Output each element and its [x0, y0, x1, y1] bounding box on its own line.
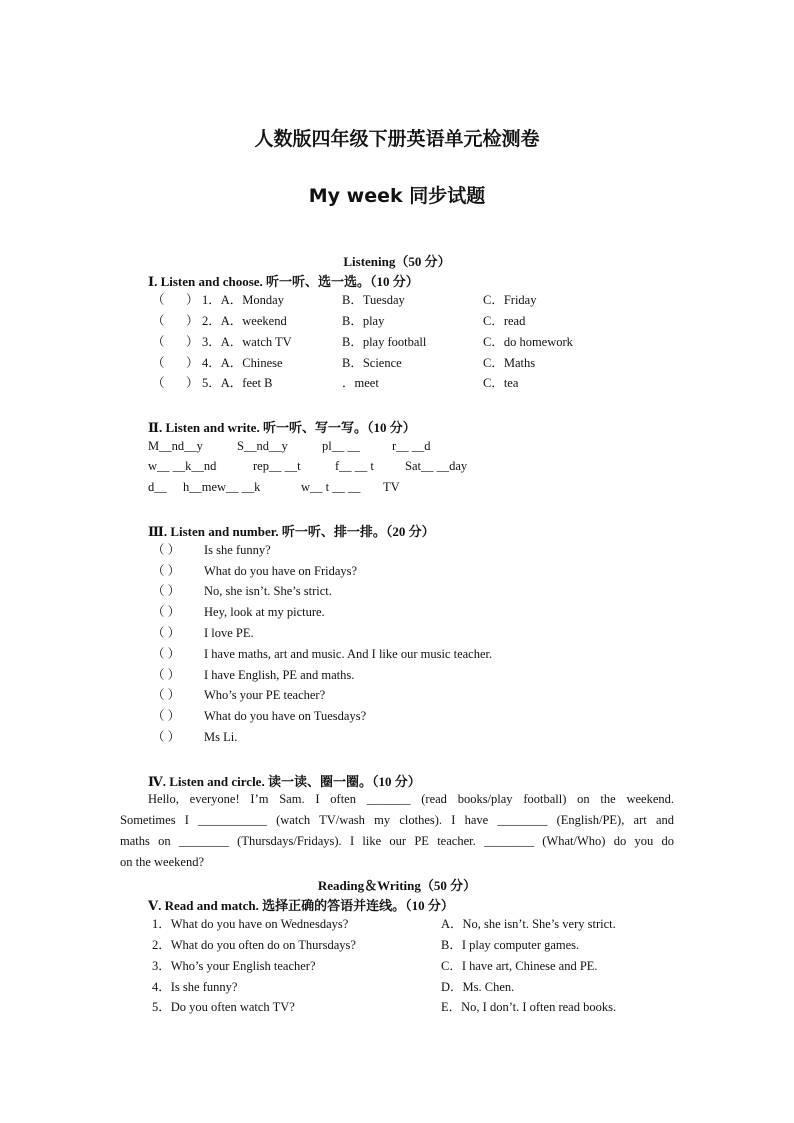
word-blank: Sat__ __day: [405, 459, 468, 473]
match-question-4: 4．Is she funny?: [152, 980, 238, 994]
match-question-1: 1．What do you have on Wednesdays?: [152, 917, 349, 931]
sentence: I have maths, art and music. And I like our music teacher.: [204, 647, 493, 661]
answer-paren: （ ）: [152, 668, 181, 682]
word-blank: w__ t __ __: [301, 480, 361, 494]
sentence: What do you have on Tuesdays?: [204, 709, 367, 723]
word-blank: pl__ __: [322, 439, 360, 453]
sentence: No, she isn’t. She’s strict.: [204, 584, 332, 598]
choice-row-3: [152, 334, 712, 350]
number-item-10: [152, 729, 712, 745]
sentence: Hey, look at my picture.: [204, 605, 325, 619]
choice-row-4: [152, 355, 712, 371]
number-item-4: [152, 604, 712, 620]
match-answer-b: B．I play computer games.: [441, 938, 580, 952]
choice-row-1: [152, 292, 712, 308]
match-question-2: 2．What do you often do on Thursdays?: [152, 938, 356, 952]
answer-paren-open: （: [152, 376, 165, 390]
passage-line-1: Hello, everyone! I’m Sam. I often _______ (read books/play football) on the weekend.: [148, 792, 674, 806]
sentence: Ms Li.: [204, 730, 238, 744]
choice-option-b: B．Tuesday: [342, 293, 405, 307]
reading-writing-heading: Reading＆Writing（50 分）: [317, 878, 477, 893]
choice-option-c: C．Maths: [483, 356, 536, 370]
number-item-8: [152, 687, 712, 703]
answer-paren-open: （: [152, 293, 165, 307]
choice-row-2: [152, 313, 712, 329]
choice-option-b: ．meet: [342, 376, 379, 390]
choice-option-a: 3．A．watch TV: [202, 335, 292, 349]
number-item-1: [152, 542, 712, 558]
choice-option-c: C．do homework: [483, 335, 573, 349]
choice-option-b: B．Science: [342, 356, 402, 370]
number-item-2: [152, 563, 712, 579]
section-2-heading: Ⅱ. Listen and write. 听一听、写一写。（10 分）: [148, 420, 416, 435]
answer-paren-close: ）: [186, 356, 199, 370]
answer-paren-open: （: [152, 356, 165, 370]
answer-paren: （ ）: [152, 543, 181, 557]
number-item-7: [152, 667, 712, 683]
answer-paren-open: （: [152, 314, 165, 328]
number-item-9: [152, 708, 712, 724]
word-blank: M__nd__y: [148, 439, 203, 453]
answer-paren: （ ）: [152, 605, 181, 619]
choice-row-5: [152, 375, 712, 391]
answer-paren-close: ）: [186, 314, 199, 328]
sentence: Who’s your PE teacher?: [204, 688, 326, 702]
answer-paren-close: ）: [186, 335, 199, 349]
answer-paren-close: ）: [186, 376, 199, 390]
word-blank: r__ __d: [392, 439, 431, 453]
answer-paren-open: （: [152, 335, 165, 349]
match-question-3: 3．Who’s your English teacher?: [152, 959, 316, 973]
match-answer-c: C．I have art, Chinese and PE.: [441, 959, 598, 973]
section-1-heading: Ⅰ. Listen and choose. 听一听、选一选。（10 分）: [148, 274, 419, 289]
choice-option-b: B．play football: [342, 335, 427, 349]
match-answer-e: E．No, I don’t. I often read books.: [441, 1000, 617, 1014]
choice-option-a: 1．A．Monday: [202, 293, 284, 307]
answer-paren: （ ）: [152, 584, 181, 598]
choice-option-c: C．tea: [483, 376, 519, 390]
section-4-heading: Ⅳ. Listen and circle. 读一读、圈一圈。（10 分）: [148, 774, 421, 789]
choice-option-a: 4．A．Chinese: [202, 356, 283, 370]
passage-line-2: Sometimes I ___________ (watch TV/wash my clothes). I have ________ (English/PE), art and: [120, 813, 674, 827]
word-blank: f__ __ t: [335, 459, 374, 473]
word-blank: S__nd__y: [237, 439, 288, 453]
number-item-6: [152, 646, 712, 662]
answer-paren: （ ）: [152, 709, 181, 723]
match-answer-a: A．No, she isn’t. She’s very strict.: [441, 917, 616, 931]
answer-paren: （ ）: [152, 688, 181, 702]
passage-line-3: maths on ________ (Thursdays/Fridays). I like our PE teacher. ________ (What/Who) do you do: [120, 834, 674, 848]
choice-option-c: C．read: [483, 314, 526, 328]
page-title: 人数版四年级下册英语单元检测卷: [254, 128, 540, 150]
word-blank: h__mew__ __k: [183, 480, 261, 494]
section-3-heading: Ⅲ. Listen and number. 听一听、排一排。（20 分）: [148, 524, 435, 539]
match-answer-d: D．Ms. Chen.: [441, 980, 515, 994]
answer-paren: （ ）: [152, 730, 181, 744]
number-item-5: [152, 625, 712, 641]
choice-option-a: 2．A．weekend: [202, 314, 287, 328]
passage-line-4: on the weekend?: [120, 855, 204, 869]
number-item-3: [152, 583, 712, 599]
answer-paren: （ ）: [152, 564, 181, 578]
sentence: I have English, PE and maths.: [204, 668, 355, 682]
section-5-heading: Ⅴ. Read and match. 选择正确的答语并连线。（10 分）: [148, 898, 454, 913]
word-blank: d__: [148, 480, 167, 494]
listening-heading: Listening（50 分）: [343, 254, 451, 269]
choice-option-c: C．Friday: [483, 293, 537, 307]
word-blank: TV: [383, 480, 400, 494]
answer-paren: （ ）: [152, 626, 181, 640]
sentence: What do you have on Fridays?: [204, 564, 358, 578]
word-blank: rep__ __t: [253, 459, 301, 473]
choice-option-a: 5．A．feet B: [202, 376, 273, 390]
word-blank: w__ __k__nd: [148, 459, 217, 473]
sentence: Is she funny?: [204, 543, 271, 557]
match-question-5: 5．Do you often watch TV?: [152, 1000, 295, 1014]
page-subtitle: My week 同步试题: [308, 185, 486, 207]
answer-paren: （ ）: [152, 647, 181, 661]
choice-option-b: B．play: [342, 314, 385, 328]
answer-paren-close: ）: [186, 293, 199, 307]
sentence: I love PE.: [204, 626, 254, 640]
